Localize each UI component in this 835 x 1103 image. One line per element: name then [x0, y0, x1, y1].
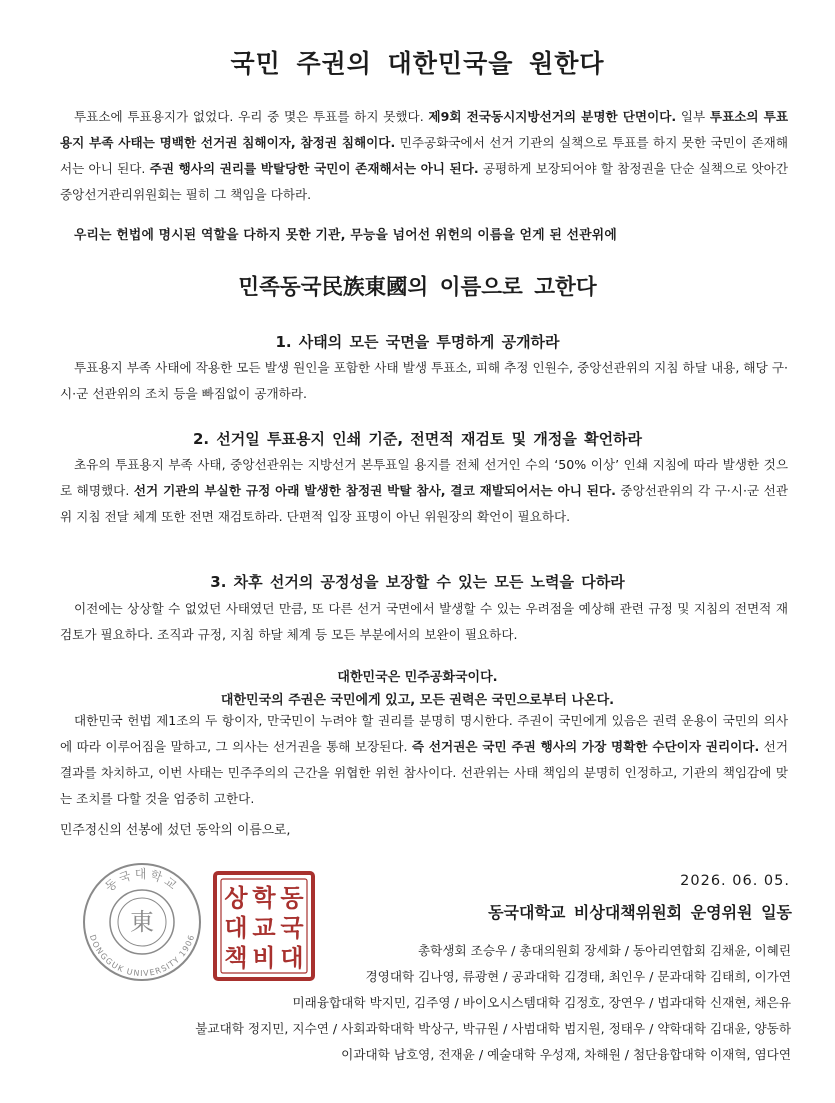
- section-2-body: [60, 452, 788, 530]
- university-seal-icon: [80, 860, 204, 984]
- stamp-glyph: 책: [224, 943, 248, 972]
- section-2-bold-1: 선거 기관의 부실한 규정 아래 발생한 참정권 박탈 참사, 결코 재발되어서는 아니 된다.: [133, 483, 616, 498]
- intro-text-4: 공평하게 보장되어야 할 참정권을 단순 실책으로 앗아간 중앙선거관리위원회는 필히 그 책임을 다하라.: [60, 161, 788, 202]
- section-3-heading: 3. 차후 선거의 공정성을 보장할 수 있는 모든 노력을 다하라: [210, 573, 625, 591]
- intro-bold-1: 제9회 전국동시지방선거의 분명한 단면이다.: [428, 109, 677, 124]
- stamp-glyph: 비: [252, 943, 276, 972]
- section-1-body: 투표용지 부족 사태에 작용한 모든 발생 원인을 포함한 사태 발생 투표소, 피해 추정 인원수, 중앙선관위의 지침 하달 내용, 해당 구·시·군 선관위의 조치 등을 빠짐없이 공개하라.: [60, 360, 788, 401]
- intro-text-3: 민주공화국에서 선거 기관의 실책으로 투표를 하지 못한 국민이 존재해서는 아니 된다.: [60, 135, 788, 176]
- stamp-glyph: 학: [252, 883, 276, 912]
- document-date: 2026. 06. 05.: [680, 873, 790, 889]
- signer-line: 총학생회 조승우 / 총대의원회 장세화 / 동아리연합회 김채윤, 이혜린: [418, 943, 791, 958]
- constitution-line-2: 대한민국의 주권은 국민에게 있고, 모든 권력은 국민으로부터 나온다.: [220, 693, 615, 708]
- stamp-glyph: 대: [280, 943, 304, 972]
- signer-line: 미래융합대학 박지민, 김주영 / 바이오시스템대학 김정호, 장연우 / 법과대학 신재현, 채은유: [292, 995, 791, 1010]
- intro-paragraph: [60, 104, 788, 208]
- stamp-glyph: 대: [224, 913, 248, 942]
- stamp-glyph: 상: [224, 883, 248, 912]
- page-title: 국민 주권의 대한민국을 원한다: [230, 49, 605, 78]
- constitution-text-1: 대한민국 헌법 제1조의 두 항이자, 만국민이 누려야 할 권리를 분명히 명시한다. 주권이 국민에게 있음은 권력 운용이 국민의 의사에 따라 이루어짐을 말하고, 그 의사는 선거권을 통해 보장된다.: [60, 713, 788, 754]
- official-stamp-icon: [212, 870, 316, 982]
- section-3-body: 이전에는 상상할 수 없었던 사태였던 만큼, 또 다른 선거 국면에서 발생할 수 있는 우려점을 예상해 관련 규정 및 지침의 전면적 재검토가 필요하다. 조직과 규정, 지침 하달 체계 등 모든 부분에서의 보완이 필요하다.: [60, 601, 788, 642]
- signer-line: 불교대학 정지민, 지수연 / 사회과학대학 박상구, 박규원 / 사범대학 범지원, 정태우 / 약학대학 김대윤, 양동하: [195, 1021, 791, 1036]
- intro-bold-2: 투표소의 투표용지 부족 사태는 명백한 선거권 침해이자, 참정권 침해이다.: [60, 109, 788, 150]
- constitution-text-2: 선거 결과를 차치하고, 이번 사태는 민주주의의 근간을 위협한 위헌 참사이다. 선관위는 사태 책임의 분명히 인정하고, 기관의 책임감에 맞는 조치를 다할 것을 엄중히 고한다.: [60, 739, 788, 806]
- seal-bottom-text: DONGGUK UNIVERSITY 1906: [88, 933, 196, 978]
- stamp-glyph: 교: [252, 913, 276, 942]
- seal-top-text: 동국대학교: [102, 867, 182, 895]
- constitution-bold-1: 즉 선거권은 국민 주권 행사의 가장 명확한 수단이자 권리이다.: [411, 739, 760, 754]
- declaration-line: 우리는 헌법에 명시된 역할을 다하지 못한 기관, 무능을 넘어선 위헌의 이름을 얻게 된 선관위에: [74, 228, 617, 243]
- section-1-heading: 1. 사태의 모든 국면을 투명하게 공개하라: [275, 333, 560, 351]
- stamp-glyph: 동: [280, 883, 304, 912]
- closing-line: 민주정신의 선봉에 섰던 동악의 이름으로,: [60, 823, 291, 838]
- section-2-text-1: 초유의 투표용지 부족 사태, 중앙선관위는 지방선거 본투표일 용지를 전체 선거인 수의 ‘50% 이상’ 인쇄 지침에 따라 발생한 것으로 해명했다.: [60, 457, 788, 498]
- intro-text-2: 일부: [676, 109, 710, 124]
- intro-text-1: 투표소에 투표용지가 없었다. 우리 중 몇은 투표를 하지 못했다.: [74, 109, 429, 124]
- signer-line: 경영대학 김나영, 류광현 / 공과대학 김경태, 최인우 / 문과대학 김태희, 이가연: [365, 969, 791, 984]
- constitution-body: [60, 708, 788, 812]
- intro-bold-3: 주권 행사의 권리를 박탈당한 국민이 존재해서는 아니 된다.: [149, 161, 479, 176]
- section-2-text-2: 중앙선관위의 각 구·시·군 선관위 지침 전달 체계 또한 전면 재검토하라. 단편적 입장 표명이 아닌 위원장의 확언이 필요하다.: [60, 483, 788, 524]
- stamp-glyph: 국: [280, 913, 304, 942]
- subtitle: 민족동국民族東國의 이름으로 고한다: [238, 275, 597, 300]
- organization-name: 동국대학교 비상대책위원회 운영위원 일동: [488, 903, 792, 922]
- seal-center-glyph: 東: [130, 908, 154, 936]
- svg-text:DONGGUK UNIVERSITY 1906: [88, 933, 196, 977]
- signer-line: 이과대학 남호영, 전재윤 / 예술대학 우성재, 차해원 / 첨단융합대학 이재혁, 염다연: [341, 1047, 791, 1062]
- section-2-heading: 2. 선거일 투표용지 인쇄 기준, 전면적 재검토 및 개정을 확언하라: [192, 430, 643, 448]
- constitution-line-1: 대한민국은 민주공화국이다.: [337, 670, 498, 685]
